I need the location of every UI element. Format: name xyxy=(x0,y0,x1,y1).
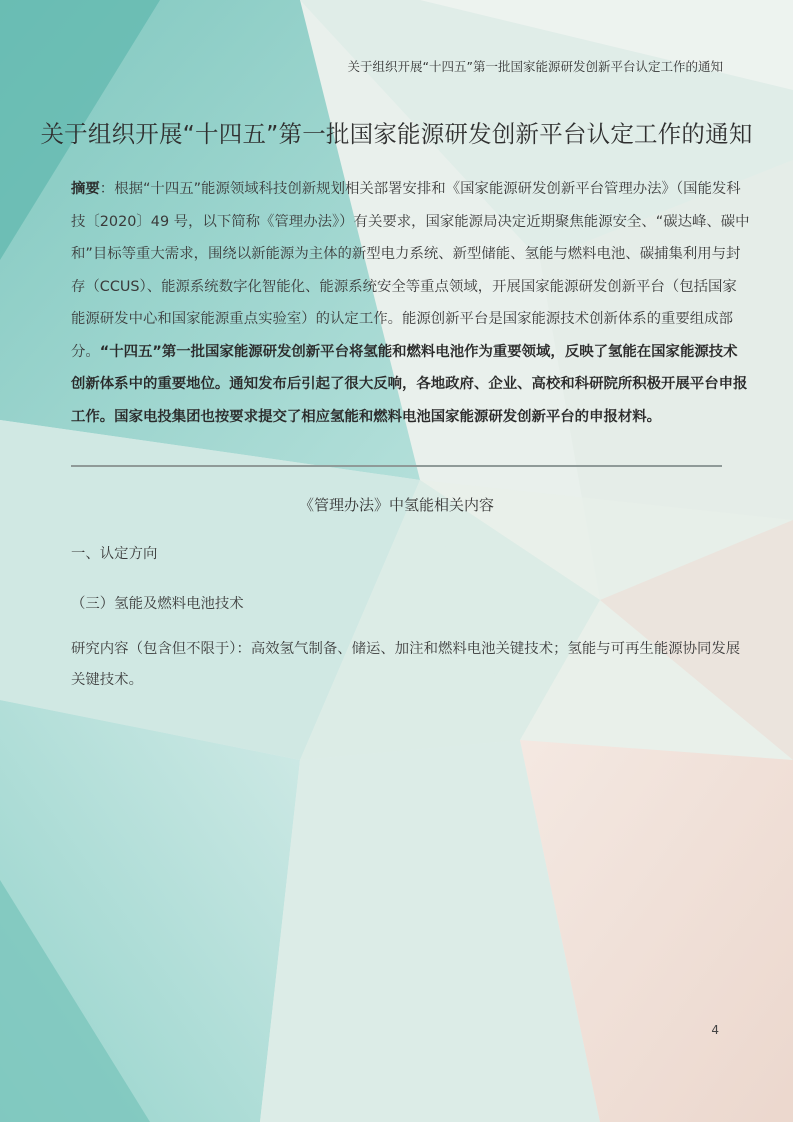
abstract-emphasis: 创新体系中的重要地位。通知发布后引起了很大反响，各地政府、企业、高校和科研院所积极开展平台申报 xyxy=(71,376,748,392)
abstract-line: 存（CCUS）、能源系统数字化智能化、能源系统安全等重点领域，开展国家能源研发创新平台（包括国家 xyxy=(71,278,737,295)
section-divider xyxy=(71,465,722,467)
content-line: 研究内容（包含但不限于）：高效氢气制备、储运、加注和燃料电池关键技术；氢能与可再生能源协同发展 xyxy=(71,641,741,657)
running-header: 关于组织开展“十四五”第一批国家能源研发创新平台认定工作的通知 xyxy=(347,59,723,74)
section-item-hydrogen: （三）氢能及燃料电池技术 xyxy=(71,596,244,612)
abstract-line: 摘要：根据“十四五”能源领域科技创新规划相关部署安排和《国家能源研发创新平台管理办法》（国能发科 xyxy=(71,181,741,197)
research-content xyxy=(71,634,741,695)
abstract-line: 分。“十四五”第一批国家能源研发创新平台将氢能和燃料电池作为重要领域，反映了氢能在国家能源技术 xyxy=(71,343,738,360)
abstract-emphasis: “十四五”第一批国家能源研发创新平台将氢能和燃料电池作为重要领域，反映了氢能在国家能源技术 xyxy=(99,343,738,360)
section-heading: 《管理办法》中氢能相关内容 xyxy=(298,496,494,514)
abstract-emphasis: 工作。国家电投集团也按要求提交了相应氢能和燃料电池国家能源研发创新平台的申报材料。 xyxy=(71,408,662,425)
content-line: 关键技术。 xyxy=(71,671,143,688)
abstract-line: 技〔2020〕49 号，以下简称《管理办法》）有关要求，国家能源局决定近期聚焦能源安全、“碳达峰、碳中 xyxy=(71,213,750,230)
page-number: 4 xyxy=(711,1023,719,1037)
abstract-line: 和”目标等重大需求，围绕以新能源为主体的新型电力系统、新型储能、氢能与燃料电池、碳捕集利用与封 xyxy=(71,246,741,262)
section-item-direction: 一、认定方向 xyxy=(71,546,158,562)
abstract xyxy=(71,173,750,433)
abstract-label: 摘要 xyxy=(71,181,100,197)
document-title: 关于组织开展“十四五”第一批国家能源研发创新平台认定工作的通知 xyxy=(40,120,753,148)
abstract-line: 能源研发中心和国家能源重点实验室）的认定工作。能源创新平台是国家能源技术创新体系的重要组成部 xyxy=(71,311,733,327)
